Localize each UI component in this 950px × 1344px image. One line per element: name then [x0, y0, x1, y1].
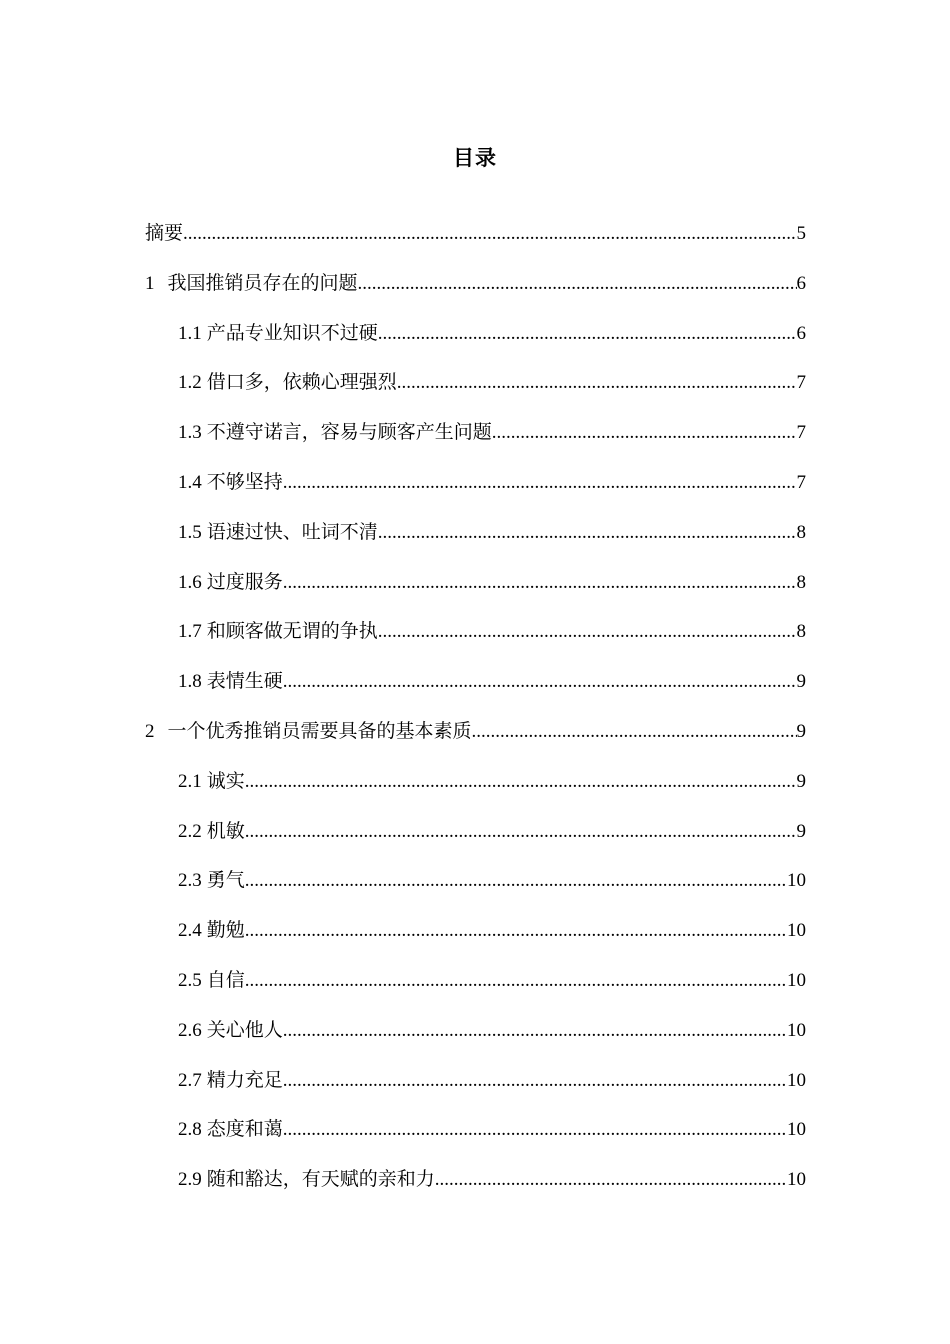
toc-dot-leader: [245, 866, 787, 896]
toc-entry-title: 关心他人: [206, 1018, 283, 1041]
toc-page-number: 8: [796, 521, 806, 543]
toc-entry[interactable]: [145, 467, 806, 517]
toc-dot-leader: [283, 568, 797, 598]
toc-entry-number: 1.1: [178, 322, 202, 344]
toc-entry-title: 勤勉: [206, 919, 245, 942]
toc-dot-leader: [245, 966, 787, 996]
toc-page-number: 8: [796, 571, 806, 593]
toc-entry-number: 1.5: [178, 521, 202, 543]
toc-entry-number: 1.3: [178, 422, 202, 444]
toc-page-number: 10: [787, 920, 806, 942]
toc-entry-number: 1.8: [178, 671, 202, 693]
toc-entry-title: 过度服务: [206, 570, 283, 593]
toc-entry-title: 诚实: [206, 769, 245, 792]
toc-page-number: 9: [796, 671, 806, 693]
toc-dot-leader: [397, 368, 797, 398]
toc-dot-leader: [378, 617, 797, 647]
toc-entry[interactable]: [145, 865, 806, 915]
toc-entry-number: 1: [145, 272, 155, 294]
toc-entry-title: 借口多，依赖心理强烈: [206, 371, 397, 394]
toc-entry[interactable]: [145, 816, 806, 866]
toc-entry[interactable]: [145, 666, 806, 716]
toc-entry[interactable]: [145, 268, 806, 318]
toc-page-number: 7: [796, 372, 806, 394]
toc-entry-title: 机敏: [206, 819, 245, 842]
toc-entry-number: 2.1: [178, 770, 202, 792]
toc-page-number: 8: [796, 621, 806, 643]
toc-entry-title: 精力充足: [206, 1068, 283, 1091]
toc-entry-number: 2: [145, 720, 155, 742]
toc-entry-title: 产品专业知识不过硬: [206, 321, 378, 344]
toc-entry-number: 2.6: [178, 1019, 202, 1041]
toc-entry-number: 1.4: [178, 471, 202, 493]
toc-dot-leader: [245, 767, 797, 797]
toc-entry-number: 2.7: [178, 1069, 202, 1091]
toc-page-number: 10: [787, 1069, 806, 1091]
toc-entry-number: 1.2: [178, 372, 202, 394]
toc-dot-leader: [283, 468, 797, 498]
toc-page-number: 9: [796, 770, 806, 792]
toc-entry-title: 不够坚持: [206, 470, 283, 493]
toc-entry-number: 2.2: [178, 820, 202, 842]
toc-entry-title: 语速过快、吐词不清: [206, 520, 378, 543]
toc-entry[interactable]: [145, 1065, 806, 1115]
toc-entry[interactable]: [145, 517, 806, 567]
toc-entry[interactable]: [145, 367, 806, 417]
toc-dot-leader: [283, 1016, 787, 1046]
toc-dot-leader: [283, 1066, 787, 1096]
toc-dot-leader: [358, 269, 797, 299]
toc-dot-leader: [492, 418, 797, 448]
toc-entry[interactable]: [145, 965, 806, 1015]
table-of-contents: [145, 218, 806, 1214]
toc-entry-number: 2.3: [178, 870, 202, 892]
toc-entry[interactable]: [145, 766, 806, 816]
toc-dot-leader: [245, 817, 797, 847]
toc-page-number: 10: [787, 1169, 806, 1191]
toc-page-number: 10: [787, 1019, 806, 1041]
toc-dot-leader: [183, 219, 796, 249]
toc-dot-leader: [378, 319, 797, 349]
toc-entry[interactable]: [145, 1114, 806, 1164]
toc-entry-number: 1.7: [178, 621, 202, 643]
toc-entry[interactable]: [145, 1164, 806, 1214]
toc-entry-title: 勇气: [206, 869, 245, 892]
toc-entry-title: 我国推销员存在的问题: [167, 271, 358, 294]
toc-dot-leader: [472, 717, 797, 747]
toc-dot-leader: [283, 667, 797, 697]
toc-page-number: 9: [796, 820, 806, 842]
toc-page-number: 6: [796, 272, 806, 294]
toc-dot-leader: [378, 518, 797, 548]
toc-dot-leader: [283, 1115, 787, 1145]
toc-page-number: 10: [787, 969, 806, 991]
toc-entry-number: 2.4: [178, 920, 202, 942]
toc-entry[interactable]: [145, 218, 806, 268]
toc-page-number: 7: [796, 471, 806, 493]
toc-page-number: 6: [796, 322, 806, 344]
toc-entry[interactable]: [145, 716, 806, 766]
toc-entry-number: 2.5: [178, 969, 202, 991]
toc-dot-leader: [245, 916, 787, 946]
toc-entry[interactable]: [145, 567, 806, 617]
toc-entry[interactable]: [145, 616, 806, 666]
toc-entry[interactable]: [145, 1015, 806, 1065]
toc-entry-number: 2.8: [178, 1119, 202, 1141]
toc-entry[interactable]: [145, 318, 806, 368]
toc-entry-title: 摘要: [145, 222, 184, 244]
toc-page-number: 9: [796, 720, 806, 742]
toc-entry-title: 自信: [206, 968, 245, 991]
toc-entry-title: 不遵守诺言，容易与顾客产生问题: [206, 421, 492, 444]
toc-entry-number: 1.6: [178, 571, 202, 593]
toc-entry-title: 和顾客做无谓的争执: [206, 620, 378, 643]
toc-entry-title: 表情生硬: [206, 670, 283, 693]
toc-page-number: 10: [787, 870, 806, 892]
toc-page-number: 5: [796, 223, 806, 244]
toc-entry-title: 态度和蔼: [206, 1118, 283, 1141]
toc-page-number: 10: [787, 1119, 806, 1141]
toc-dot-leader: [435, 1165, 787, 1195]
toc-title: 目录: [453, 146, 497, 170]
toc-entry-title: 随和豁达，有天赋的亲和力: [206, 1168, 435, 1191]
toc-entry[interactable]: [145, 915, 806, 965]
toc-entry[interactable]: [145, 417, 806, 467]
toc-entry-title: 一个优秀推销员需要具备的基本素质: [167, 719, 472, 742]
toc-page-number: 7: [796, 422, 806, 444]
toc-entry-number: 2.9: [178, 1169, 202, 1191]
